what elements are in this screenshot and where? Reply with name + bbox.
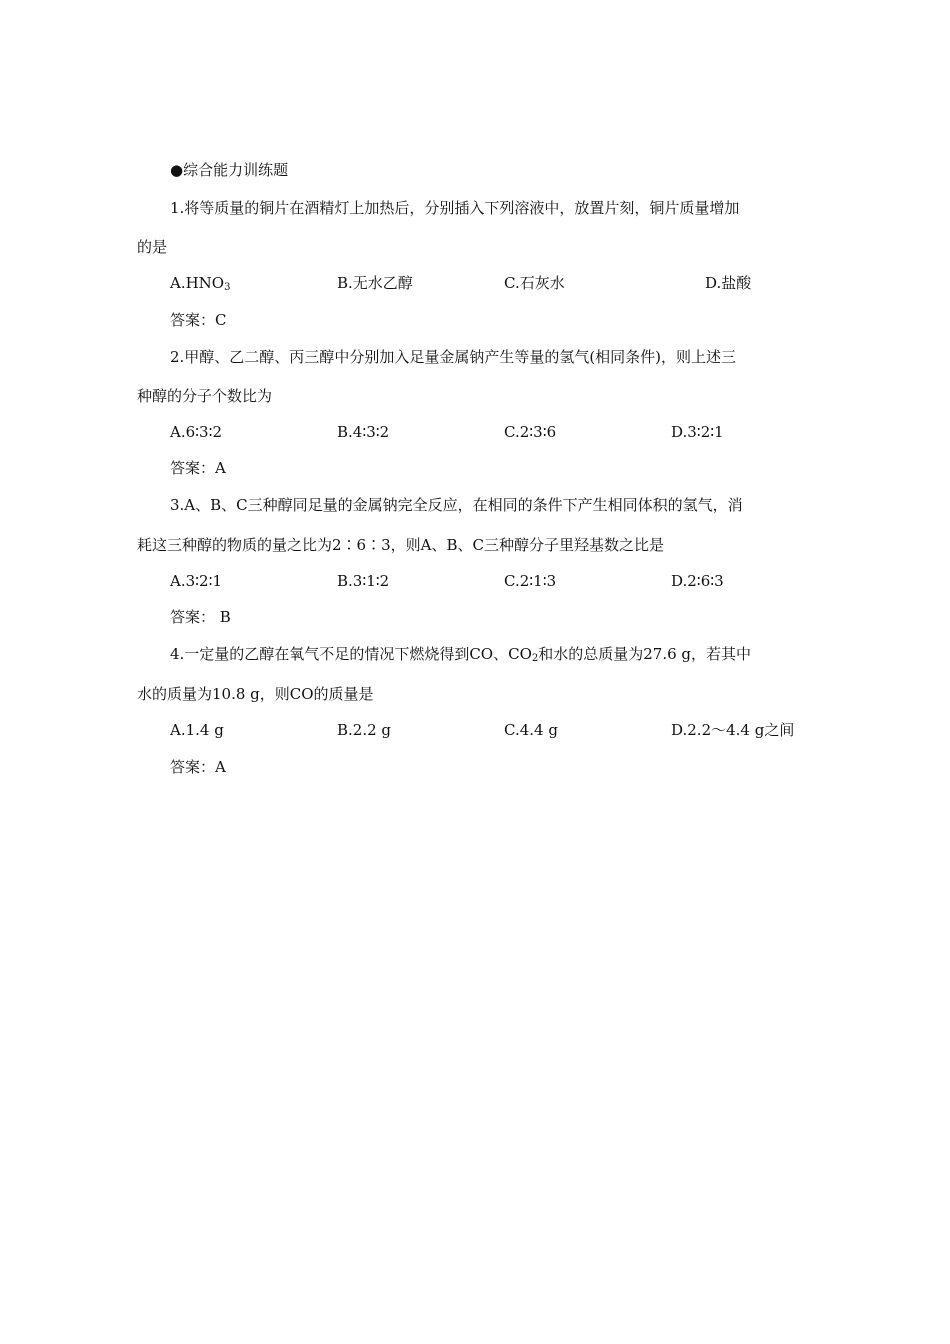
question-3-option-b: B.3∶1∶2 [337, 572, 390, 590]
question-3-option-c: C.2∶1∶3 [504, 572, 557, 590]
question-4-text-cont: 水的质量为10.8 g，则CO的质量是 [137, 685, 374, 703]
question-1-option-a: $A.HNO_3$ [170, 274, 231, 293]
question-4-option-c: C.4.4 g [504, 721, 558, 739]
question-4-answer: 答案：A [170, 758, 226, 776]
question-1-option-b: B.无水乙醇 [337, 274, 413, 292]
question-3-option-d: D.2∶6∶3 [671, 572, 724, 590]
question-2-answer: 答案：A [170, 459, 226, 477]
question-1-text: 1.将等质量的铜片在酒精灯上加热后，分别插入下列溶液中，放置片刻，铜片质量增加 [170, 199, 740, 217]
question-3-text-cont: 耗这三种醇的物质的量之比为2∶6∶3，则A、B、C三种醇分子里羟基数之比是 [137, 536, 664, 554]
question-1-text-cont: 的是 [137, 238, 168, 256]
question-2-text: 2.甲醇、乙二醇、丙三醇中分别加入足量金属钠产生等量的氢气(相同条件)，则上述三 [170, 348, 737, 366]
question-3-text: 3.A、B、C三种醇同足量的金属钠完全反应，在相同的条件下产生相同体积的氢气，消 [170, 496, 743, 514]
question-1-option-c: C.石灰水 [504, 274, 565, 292]
question-2-option-a: A.6∶3∶2 [170, 423, 223, 441]
question-2-option-c: C.2∶3∶6 [504, 423, 557, 441]
question-4-option-a: A.1.4 g [170, 721, 224, 739]
question-4-option-d: D.2.2～4.4 g之间 [671, 721, 795, 739]
question-2-option-d: D.3∶2∶1 [671, 423, 724, 441]
question-4-option-b: B.2.2 g [337, 721, 392, 739]
question-4-text: 4.一定量的乙醇在氧气不足的情况下燃烧得到CO、$CO_2$和水的总质量为27.6 g，若其中 [170, 645, 752, 664]
question-1-option-d: D.盐酸 [705, 274, 752, 292]
question-1-answer: 答案：C [170, 311, 227, 329]
question-3-answer: 答案： B [170, 608, 231, 626]
question-2-text-cont: 种醇的分子个数比为 [137, 387, 273, 405]
question-3-option-a: A.3∶2∶1 [170, 572, 223, 590]
section-heading: ●综合能力训练题 [170, 161, 289, 179]
question-2-option-b: B.4∶3∶2 [337, 423, 390, 441]
